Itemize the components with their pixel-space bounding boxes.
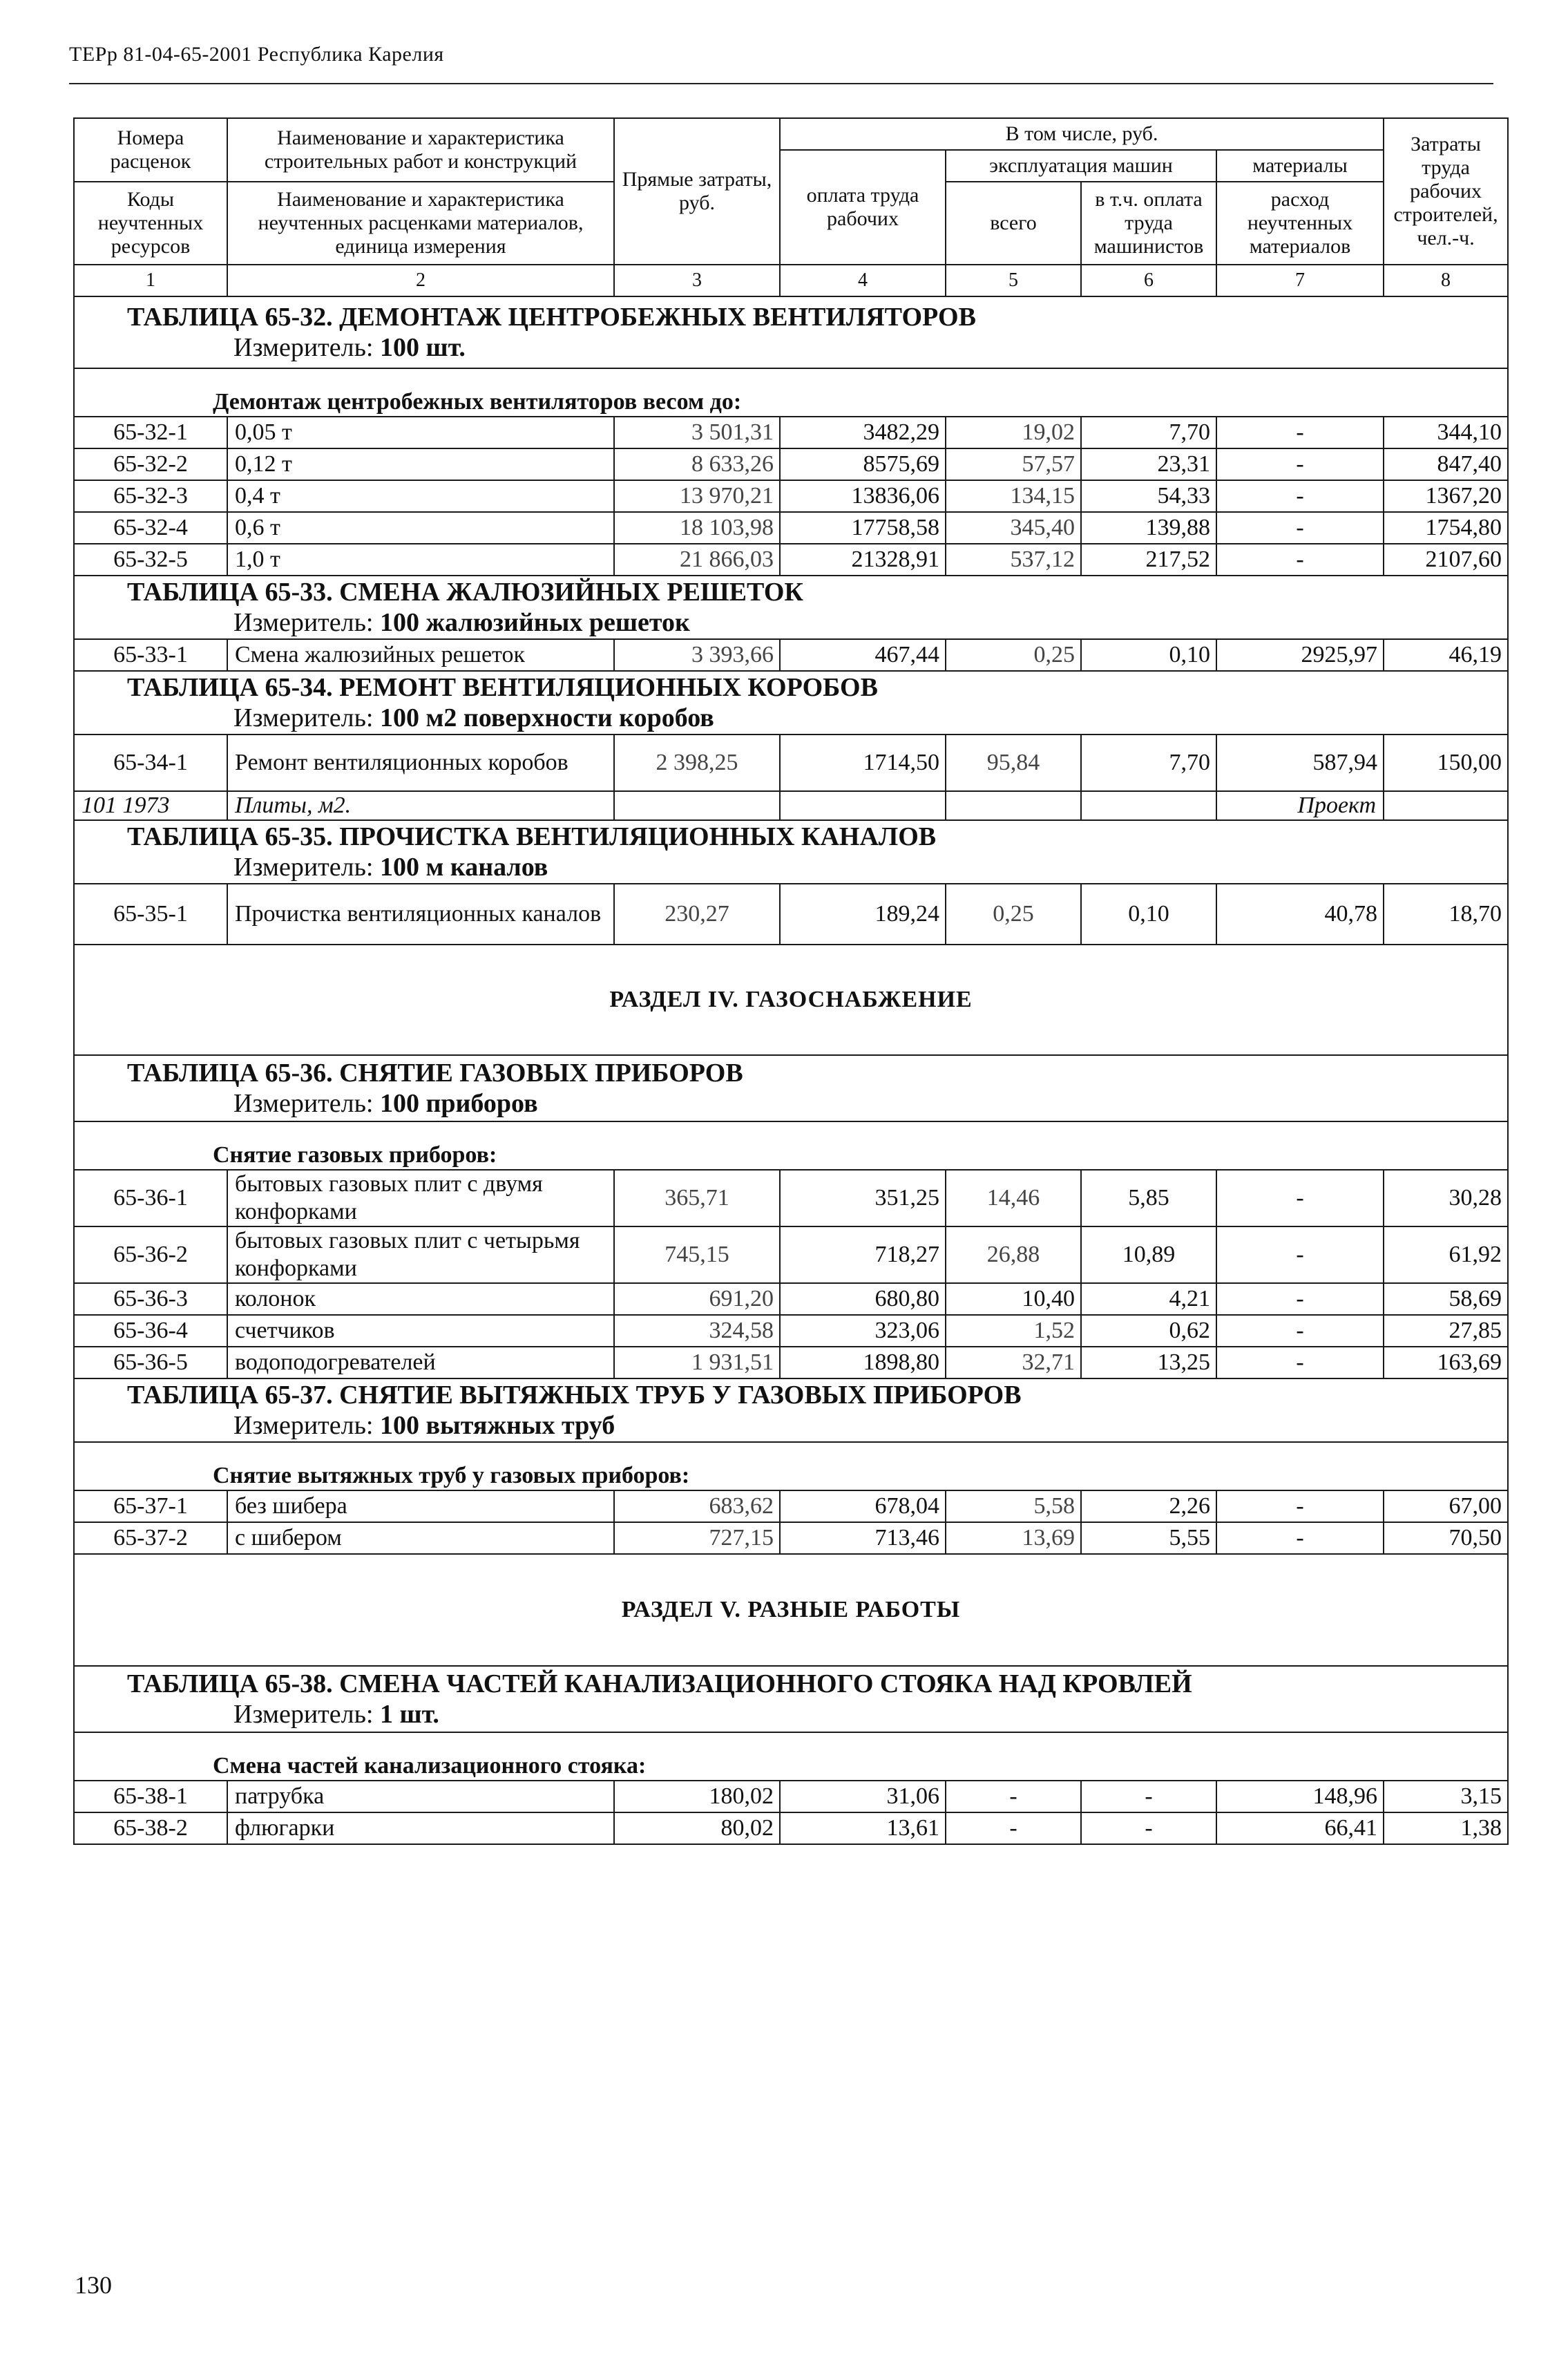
col-number: 1 [74, 265, 227, 296]
col-labor-header: Затраты труда рабочих строителей, чел.-ч. [1384, 118, 1508, 265]
table-row: 65-36-3 колонок 691,20 680,80 10,40 4,21 - 58,69 [74, 1283, 1508, 1315]
table-title: ТАБЛИЦА 65-36. СНЯТИЕ ГАЗОВЫХ ПРИБОРОВ [127, 1059, 743, 1088]
measure-line: Измеритель: 100 вытяжных труб [233, 1411, 615, 1440]
col-number: 3 [614, 265, 780, 296]
table-row: 65-36-5 водоподогревателей 1 931,51 1898,80 32,71 13,25 - 163,69 [74, 1347, 1508, 1378]
col-number: 7 [1216, 265, 1384, 296]
col-codes-sub-header: Коды неучтенных ресурсов [74, 182, 227, 265]
section-heading: РАЗДЕЛ IV. ГАЗОСНАБЖЕНИЕ [74, 945, 1508, 1055]
table-title: ТАБЛИЦА 65-32. ДЕМОНТАЖ ЦЕНТРОБЕЖНЫХ ВЕНТИЛЯТОРОВ [127, 303, 976, 332]
table-row: 65-36-2 бытовых газовых плит с четырьмя конфорками 745,15 718,27 26,88 10,89 - 61,92 [74, 1226, 1508, 1283]
col-machines-pay-header: в т.ч. оплата труда машинистов [1081, 182, 1216, 265]
group-heading: Снятие газовых приборов: [213, 1142, 497, 1168]
header-rule [69, 83, 1493, 84]
table-row: 65-32-4 0,6 т 18 103,98 17758,58 345,40 139,88 - 1754,80 [74, 512, 1508, 544]
table-row: 65-38-1 патрубка 180,02 31,06 - - 148,96 3,15 [74, 1781, 1508, 1812]
table-row: 65-37-2 с шибером 727,15 713,46 13,69 5,55 - 70,50 [74, 1522, 1508, 1554]
col-direct-header: Прямые затраты, руб. [614, 118, 780, 265]
measure-line: Измеритель: 100 жалюзийных решеток [233, 608, 690, 637]
table-row: 65-33-1 Смена жалюзийных решеток 3 393,66 467,44 0,25 0,10 2925,97 46,19 [74, 639, 1508, 671]
col-machines-total-header: всего [946, 182, 1081, 265]
table-row: 65-32-5 1,0 т 21 866,03 21328,91 537,12 217,52 - 2107,60 [74, 544, 1508, 576]
col-name-sub-header: Наименование и характеристика неучтенных расценками материалов, единица измерения [227, 182, 614, 265]
col-codes-header: Номера расценок [74, 118, 227, 182]
measure-line: Измеритель: 100 шт. [233, 333, 466, 362]
price-table [73, 117, 1509, 1845]
measure-line: Измеритель: 1 шт. [233, 1700, 439, 1729]
table-title: ТАБЛИЦА 65-34. РЕМОНТ ВЕНТИЛЯЦИОННЫХ КОРОБОВ [127, 673, 878, 702]
col-materials-header: материалы [1216, 150, 1384, 182]
group-heading: Демонтаж центробежных вентиляторов весом до: [213, 389, 742, 415]
table-title: ТАБЛИЦА 65-38. СМЕНА ЧАСТЕЙ КАНАЛИЗАЦИОННОГО СТОЯКА НАД КРОВЛЕЙ [127, 1669, 1192, 1698]
measure-line: Измеритель: 100 приборов [233, 1089, 538, 1118]
table-row: 65-35-1 Прочистка вентиляционных каналов 230,27 189,24 0,25 0,10 40,78 18,70 [74, 884, 1508, 945]
col-number: 4 [780, 265, 946, 296]
measure-line: Измеритель: 100 м каналов [233, 853, 548, 882]
table-row: 65-37-1 без шибера 683,62 678,04 5,58 2,26 - 67,00 [74, 1490, 1508, 1522]
group-heading: Снятие вытяжных труб у газовых приборов: [213, 1463, 690, 1488]
page-number: 130 [75, 2271, 112, 2299]
group-heading: Смена частей канализационного стояка: [213, 1753, 647, 1779]
table-row: 65-32-2 0,12 т 8 633,26 8575,69 57,57 23,31 - 847,40 [74, 448, 1508, 480]
col-pay-header: оплата труда рабочих [780, 150, 946, 265]
table-row: 65-38-2 флюгарки 80,02 13,61 - - 66,41 1,38 [74, 1812, 1508, 1844]
col-number: 6 [1081, 265, 1216, 296]
col-number: 2 [227, 265, 614, 296]
col-including-header: В том числе, руб. [780, 118, 1384, 150]
table-row: 101 1973 Плиты, м2. Проект [74, 791, 1508, 820]
table-row: 65-32-1 0,05 т 3 501,31 3482,29 19,02 7,70 - 344,10 [74, 417, 1508, 448]
table-title: ТАБЛИЦА 65-37. СНЯТИЕ ВЫТЯЖНЫХ ТРУБ У ГАЗОВЫХ ПРИБОРОВ [127, 1381, 1022, 1410]
col-materials-unacc-header: расход неучтенных материалов [1216, 182, 1384, 265]
col-machines-header: эксплуатация машин [946, 150, 1216, 182]
table-row: 65-32-3 0,4 т 13 970,21 13836,06 134,15 54,33 - 1367,20 [74, 480, 1508, 512]
table-title: ТАБЛИЦА 65-33. СМЕНА ЖАЛЮЗИЙНЫХ РЕШЕТОК [127, 578, 803, 607]
table-title: ТАБЛИЦА 65-35. ПРОЧИСТКА ВЕНТИЛЯЦИОННЫХ КАНАЛОВ [127, 822, 937, 851]
measure-line: Измеритель: 100 м2 поверхности коробов [233, 703, 714, 732]
table-row: 65-36-1 бытовых газовых плит с двумя конфорками 365,71 351,25 14,46 5,85 - 30,28 [74, 1170, 1508, 1226]
col-number: 5 [946, 265, 1081, 296]
document-header: ТЕРр 81-04-65-2001 Республика Карелия [69, 43, 444, 66]
col-number: 8 [1384, 265, 1508, 296]
table-row: 65-36-4 счетчиков 324,58 323,06 1,52 0,62 - 27,85 [74, 1315, 1508, 1347]
col-name-header: Наименование и характеристика строительных работ и конструкций [227, 118, 614, 182]
section-heading: РАЗДЕЛ V. РАЗНЫЕ РАБОТЫ [74, 1554, 1508, 1666]
table-row: 65-34-1 Ремонт вентиляционных коробов 2 398,25 1714,50 95,84 7,70 587,94 150,00 [74, 734, 1508, 791]
